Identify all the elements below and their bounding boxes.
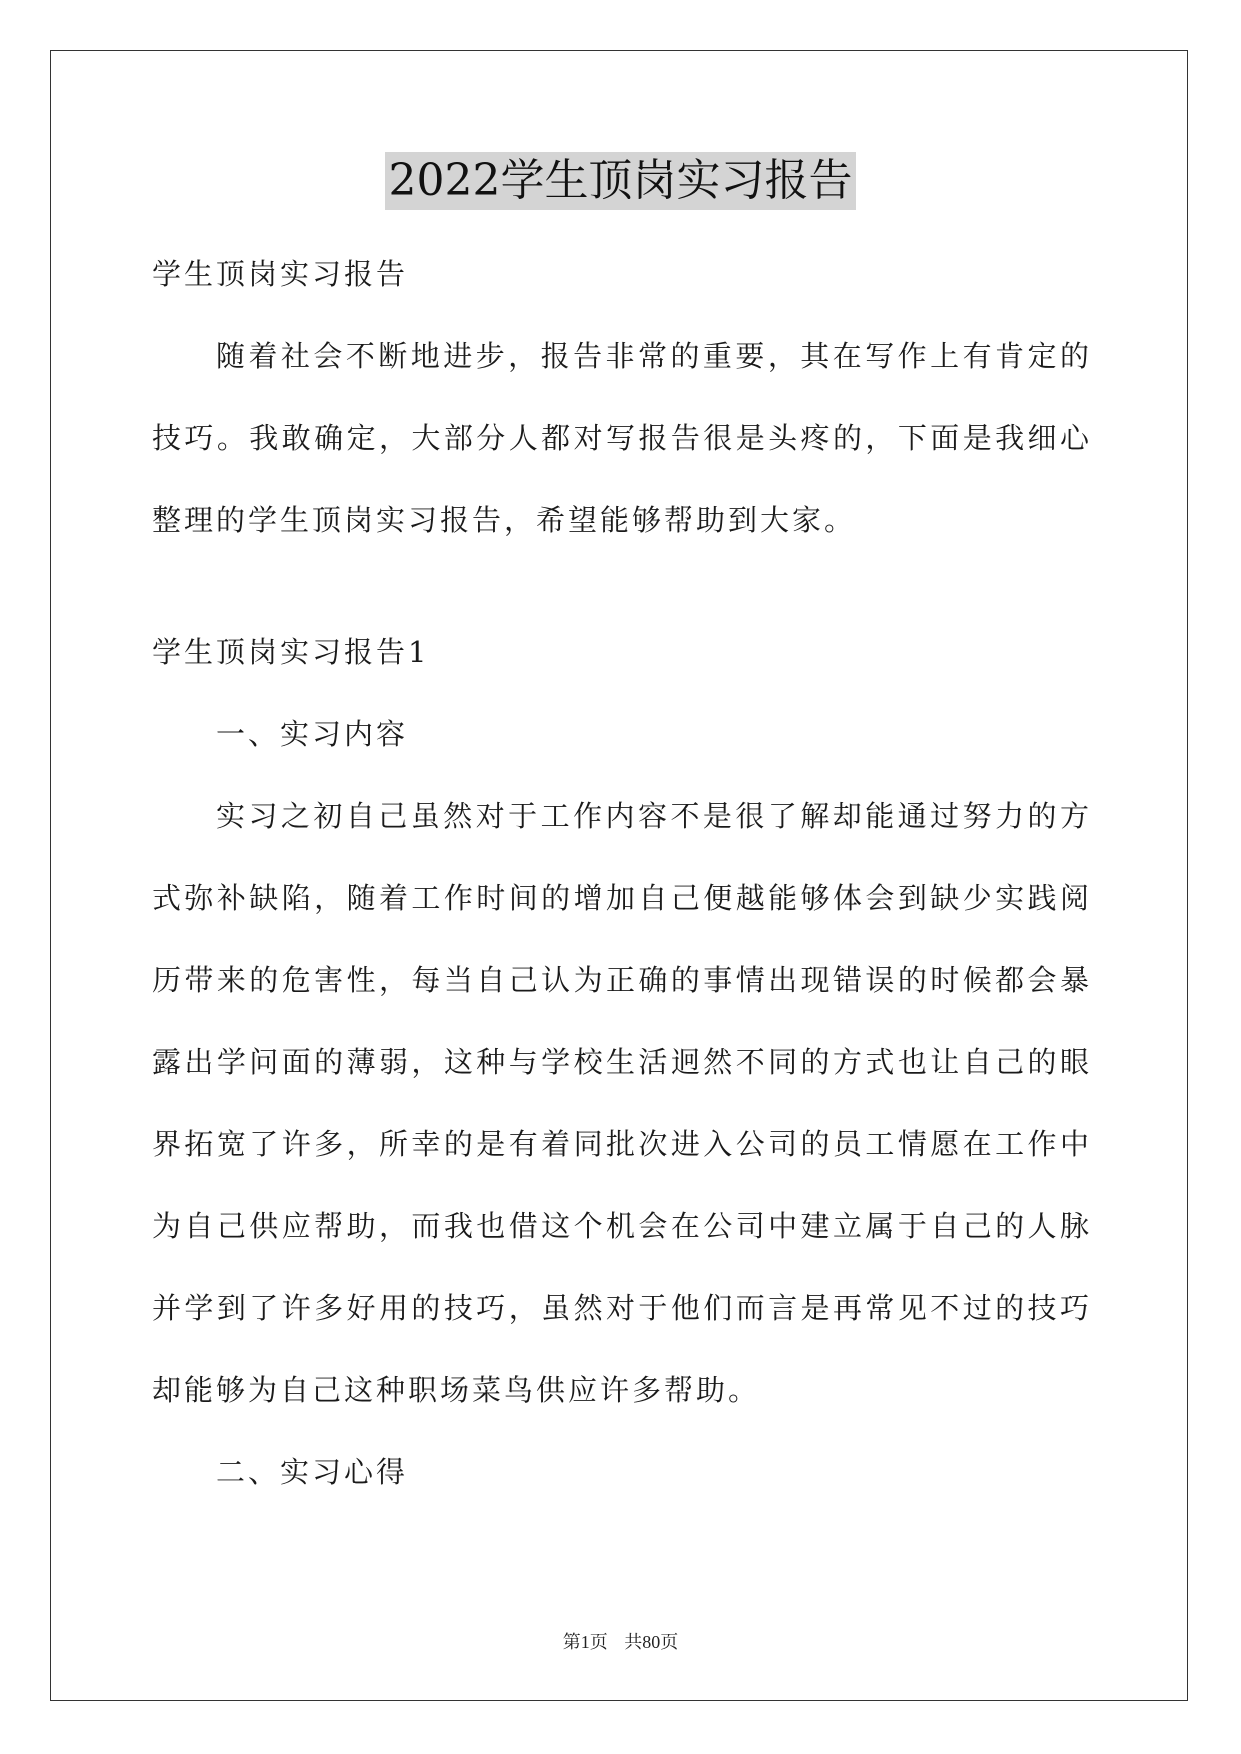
document-body	[152, 233, 1092, 1513]
intro-paragraph: 随着社会不断地进步，报告非常的重要，其在写作上有肯定的技巧。我敢确定，大部分人都对写报告很是头疼的，下面是我细心整理的学生顶岗实习报告，希望能够帮助到大家。	[152, 339, 1092, 537]
title-container	[0, 152, 1241, 210]
subheading-content: 一、实习内容	[216, 717, 409, 751]
document-title: 2022学生顶岗实习报告	[385, 152, 857, 210]
spacer	[152, 561, 1092, 611]
page-number: 第1页	[562, 1632, 608, 1652]
section-heading: 学生顶岗实习报告1	[152, 635, 430, 669]
page-footer	[0, 1628, 1241, 1654]
page-total: 共80页	[624, 1632, 679, 1652]
body-paragraph: 实习之初自己虽然对于工作内容不是很了解却能通过努力的方式弥补缺陷，随着工作时间的增加自己便越能够体会到缺少实践阅历带来的危害性，每当自己认为正确的事情出现错误的时候都会暴露出学问面的薄弱，这种与学校生活迥然不同的方式也让自己的眼界拓宽了许多，所幸的是有着同批次进入公司的员工情愿在工作中为自己供应帮助，而我也借这个机会在公司中建立属于自己的人脉并学到了许多好用的技巧，虽然对于他们而言是再常见不过的技巧却能够为自己这种职场菜鸟供应许多帮助。	[152, 799, 1092, 1407]
subheading-experience: 二、实习心得	[216, 1455, 409, 1489]
intro-heading: 学生顶岗实习报告	[152, 257, 409, 291]
